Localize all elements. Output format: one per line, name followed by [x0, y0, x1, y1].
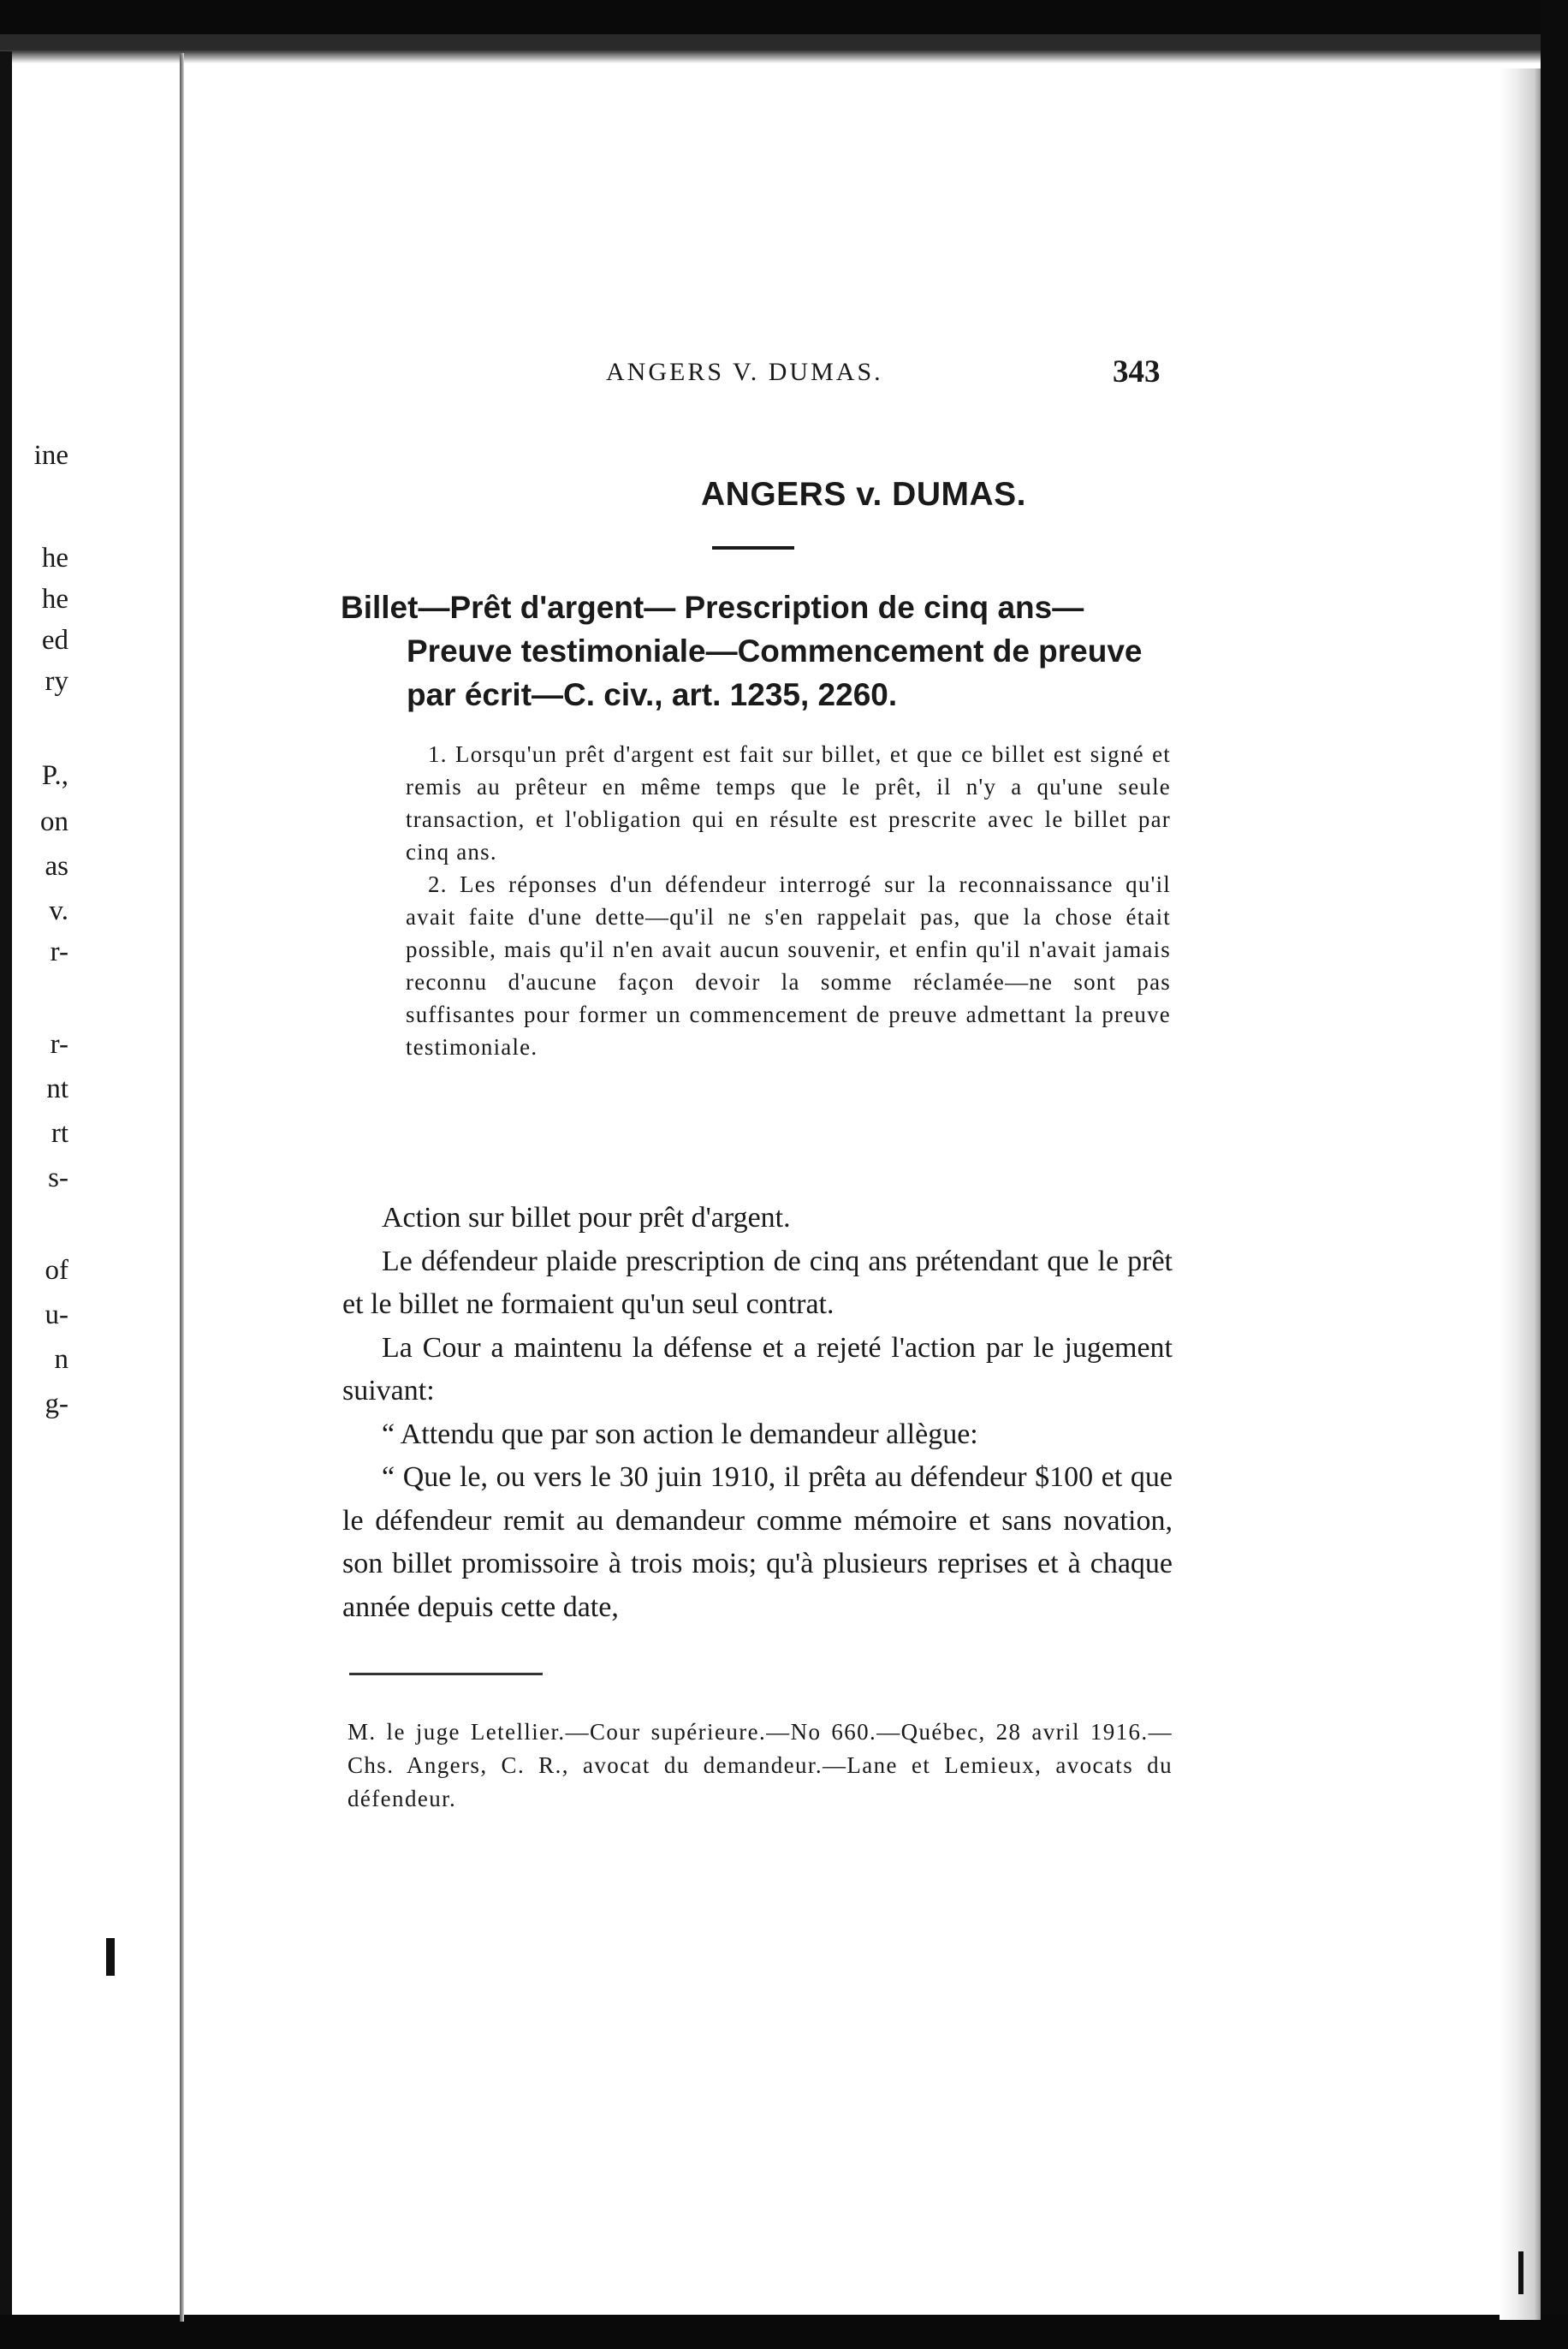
- scan-border-bottom: [0, 2315, 1568, 2349]
- body-paragraph: “ Que le, ou vers le 30 juin 1910, il prêta au défendeur $100 et que le défendeur remit au demandeur comme mémoire et sans novation, son billet promissoire à trois mois; qu'à plusieurs reprises et à chaque année depuis cette date,: [342, 1461, 1173, 1623]
- body-paragraph: La Cour a maintenu la défense et a rejeté l'action par le jugement suivant:: [342, 1331, 1173, 1406]
- footnote: [347, 1716, 1173, 1816]
- headnote-line: Preuve testimoniale—Commencement de preuve: [407, 633, 1143, 669]
- body-paragraph: “ Attendu que par son action le demandeur allègue:: [382, 1418, 978, 1450]
- margin-fragment: on: [40, 806, 68, 837]
- footnote-rule: [349, 1673, 543, 1675]
- scan-border-top: [0, 0, 1568, 63]
- margin-fragment: ine: [33, 440, 68, 471]
- margin-fragment: s-: [48, 1163, 68, 1193]
- margin-fragment: r-: [50, 937, 68, 967]
- scan-speck: [106, 1938, 115, 1976]
- page-edge-shadow: [1500, 68, 1541, 2320]
- headnote-line: par écrit—C. civ., art. 1235, 2260.: [407, 677, 898, 712]
- body-text: [342, 1197, 1173, 1629]
- summary-point: 1. Lorsqu'un prêt d'argent est fait sur billet, et que ce billet est signé et remis au prêteur en même temps que le prêt, il n'y a qu'une seule transaction, et l'obligation qui en résulte est prescrite avec le billet par cinq ans.: [406, 741, 1171, 865]
- margin-fragment: he: [41, 584, 68, 615]
- running-head: ANGERS V. DUMAS.: [606, 358, 883, 386]
- margin-fragment: P.,: [41, 760, 68, 791]
- margin-fragment: nt: [46, 1073, 68, 1104]
- body-paragraph: Le défendeur plaide prescription de cinq ans prétendant que le prêt et le billet ne formaient qu'un seul contrat.: [342, 1245, 1173, 1320]
- scan-speck: [1518, 2251, 1523, 2294]
- margin-fragment: v.: [49, 895, 68, 926]
- book-gutter: [180, 53, 184, 2322]
- footnote-text: M. le juge Letellier.—Cour supérieure.—No 660.—Québec, 28 avril 1916.—Chs. Angers, C. R., avocat du demandeur.—Lane et Lemieux, avocats du défendeur.: [347, 1719, 1173, 1811]
- margin-fragment: r-: [50, 1029, 68, 1060]
- margin-fragment: g-: [45, 1389, 68, 1419]
- scan-border-right: [1541, 0, 1568, 2349]
- headnote: [341, 586, 1175, 717]
- margin-fragment: ry: [45, 666, 68, 697]
- margin-fragment: rt: [50, 1118, 68, 1149]
- margin-fragment: ed: [41, 625, 68, 656]
- summary-point: 2. Les réponses d'un défendeur interrogé sur la reconnaissance qu'il avait faite d'une dette—qu'il ne s'en rappelait pas, que la chose était possible, mais qu'il n'en avait aucun souvenir, et enfin qu'il n'avait jamais reconnu d'aucune façon devoir la somme réclamée—ne sont pas suffisantes pour former un commencement de preuve admettant la preuve testimoniale.: [406, 871, 1171, 1060]
- page-number: 343: [1113, 354, 1161, 390]
- body-paragraph: Action sur billet pour prêt d'argent.: [382, 1202, 791, 1234]
- headnote-line: Billet—Prêt d'argent— Prescription de cinq ans—: [341, 590, 1084, 625]
- margin-fragment: u-: [45, 1299, 68, 1330]
- case-summary: [406, 738, 1171, 1063]
- margin-fragment: he: [41, 543, 68, 574]
- title-rule: [712, 546, 794, 550]
- margin-fragment: of: [45, 1255, 68, 1286]
- margin-fragment: as: [45, 851, 68, 882]
- margin-fragment: n: [54, 1344, 68, 1375]
- case-title: ANGERS v. DUMAS.: [701, 476, 1026, 513]
